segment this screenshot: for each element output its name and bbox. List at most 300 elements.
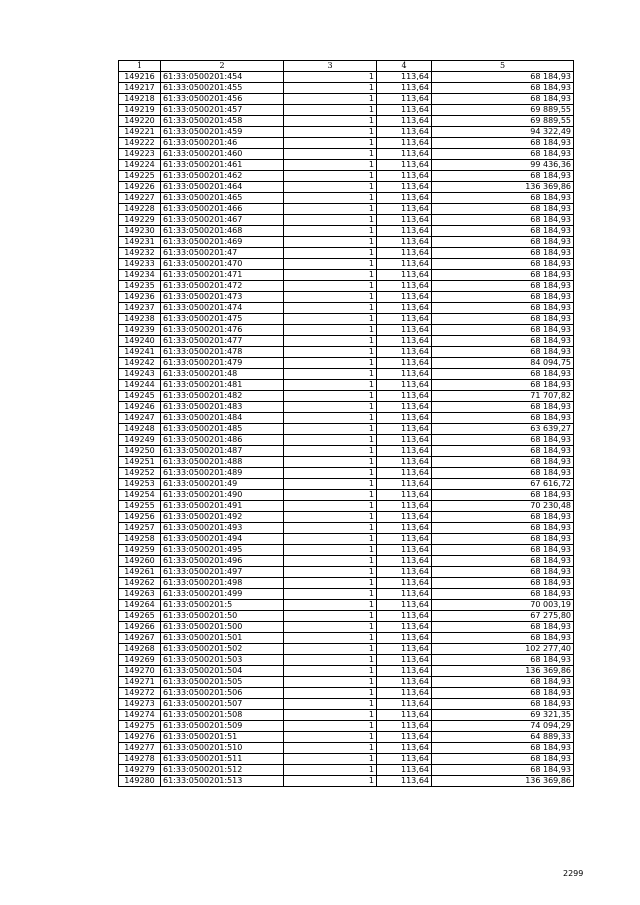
row-index-cell: 149278 (119, 754, 161, 765)
cadastral-number-cell: 61:33:0500201:488 (161, 457, 284, 468)
value-cell: 68 184,93 (432, 446, 574, 457)
row-index-cell: 149244 (119, 380, 161, 391)
row-index-cell: 149258 (119, 534, 161, 545)
row-index-cell: 149265 (119, 611, 161, 622)
quantity-cell: 1 (284, 699, 377, 710)
row-index-cell: 149223 (119, 149, 161, 160)
table-row (119, 270, 574, 281)
area-cell: 113,64 (377, 611, 432, 622)
cadastral-number-cell: 61:33:0500201:465 (161, 193, 284, 204)
value-cell: 68 184,93 (432, 336, 574, 347)
area-cell: 113,64 (377, 259, 432, 270)
area-cell: 113,64 (377, 391, 432, 402)
cadastral-number-cell: 61:33:0500201:510 (161, 743, 284, 754)
area-cell: 113,64 (377, 765, 432, 776)
area-cell: 113,64 (377, 314, 432, 325)
cadastral-number-cell: 61:33:0500201:462 (161, 171, 284, 182)
table-row (119, 754, 574, 765)
row-index-cell: 149217 (119, 83, 161, 94)
table-row (119, 105, 574, 116)
quantity-cell: 1 (284, 127, 377, 138)
area-cell: 113,64 (377, 721, 432, 732)
quantity-cell: 1 (284, 193, 377, 204)
cadastral-number-cell: 61:33:0500201:511 (161, 754, 284, 765)
quantity-cell: 1 (284, 116, 377, 127)
table-row (119, 182, 574, 193)
table-row (119, 259, 574, 270)
quantity-cell: 1 (284, 567, 377, 578)
cadastral-number-cell: 61:33:0500201:503 (161, 655, 284, 666)
quantity-cell: 1 (284, 105, 377, 116)
header-row (119, 61, 574, 72)
area-cell: 113,64 (377, 490, 432, 501)
quantity-cell: 1 (284, 347, 377, 358)
table-row (119, 380, 574, 391)
row-index-cell: 149261 (119, 567, 161, 578)
cadastral-number-cell: 61:33:0500201:457 (161, 105, 284, 116)
area-cell: 113,64 (377, 413, 432, 424)
cadastral-number-cell: 61:33:0500201:496 (161, 556, 284, 567)
quantity-cell: 1 (284, 138, 377, 149)
cadastral-number-cell: 61:33:0500201:474 (161, 303, 284, 314)
area-cell: 113,64 (377, 226, 432, 237)
quantity-cell: 1 (284, 160, 377, 171)
row-index-cell: 149260 (119, 556, 161, 567)
area-cell: 113,64 (377, 83, 432, 94)
value-cell: 68 184,93 (432, 677, 574, 688)
table-row (119, 248, 574, 259)
area-cell: 113,64 (377, 292, 432, 303)
area-cell: 113,64 (377, 369, 432, 380)
table-row (119, 435, 574, 446)
area-cell: 113,64 (377, 215, 432, 226)
value-cell: 68 184,93 (432, 347, 574, 358)
table-row (119, 688, 574, 699)
cadastral-number-cell: 61:33:0500201:460 (161, 149, 284, 160)
area-cell: 113,64 (377, 424, 432, 435)
value-cell: 68 184,93 (432, 523, 574, 534)
quantity-cell: 1 (284, 754, 377, 765)
table-row (119, 281, 574, 292)
table-row (119, 358, 574, 369)
table-row (119, 534, 574, 545)
row-index-cell: 149269 (119, 655, 161, 666)
table-row (119, 666, 574, 677)
area-cell: 113,64 (377, 204, 432, 215)
row-index-cell: 149243 (119, 369, 161, 380)
cadastral-number-cell: 61:33:0500201:491 (161, 501, 284, 512)
table-body (119, 72, 574, 787)
cadastral-number-cell: 61:33:0500201:506 (161, 688, 284, 699)
value-cell: 67 275,80 (432, 611, 574, 622)
table-row (119, 116, 574, 127)
row-index-cell: 149249 (119, 435, 161, 446)
table-row (119, 655, 574, 666)
cadastral-number-cell: 61:33:0500201:490 (161, 490, 284, 501)
cadastral-number-cell: 61:33:0500201:508 (161, 710, 284, 721)
table-row (119, 490, 574, 501)
row-index-cell: 149216 (119, 72, 161, 83)
cadastral-number-cell: 61:33:0500201:492 (161, 512, 284, 523)
quantity-cell: 1 (284, 776, 377, 787)
cadastral-number-cell: 61:33:0500201:507 (161, 699, 284, 710)
value-cell: 68 184,93 (432, 490, 574, 501)
quantity-cell: 1 (284, 721, 377, 732)
quantity-cell: 1 (284, 303, 377, 314)
value-cell: 68 184,93 (432, 589, 574, 600)
value-cell: 68 184,93 (432, 556, 574, 567)
table-row (119, 237, 574, 248)
cadastral-number-cell: 61:33:0500201:495 (161, 545, 284, 556)
row-index-cell: 149237 (119, 303, 161, 314)
cadastral-number-cell: 61:33:0500201:513 (161, 776, 284, 787)
column-header-1: 1 (119, 61, 161, 72)
quantity-cell: 1 (284, 534, 377, 545)
cadastral-number-cell: 61:33:0500201:47 (161, 248, 284, 259)
area-cell: 113,64 (377, 127, 432, 138)
cadastral-number-cell: 61:33:0500201:505 (161, 677, 284, 688)
table-row (119, 325, 574, 336)
area-cell: 113,64 (377, 501, 432, 512)
value-cell: 68 184,93 (432, 149, 574, 160)
area-cell: 113,64 (377, 776, 432, 787)
quantity-cell: 1 (284, 600, 377, 611)
cadastral-number-cell: 61:33:0500201:498 (161, 578, 284, 589)
row-index-cell: 149251 (119, 457, 161, 468)
area-cell: 113,64 (377, 622, 432, 633)
quantity-cell: 1 (284, 336, 377, 347)
table-row (119, 589, 574, 600)
quantity-cell: 1 (284, 523, 377, 534)
cadastral-number-cell: 61:33:0500201:458 (161, 116, 284, 127)
quantity-cell: 1 (284, 204, 377, 215)
table-row (119, 479, 574, 490)
cadastral-number-cell: 61:33:0500201:512 (161, 765, 284, 776)
value-cell: 68 184,93 (432, 83, 574, 94)
value-cell: 68 184,93 (432, 248, 574, 259)
value-cell: 68 184,93 (432, 237, 574, 248)
table-row (119, 732, 574, 743)
row-index-cell: 149266 (119, 622, 161, 633)
area-cell: 113,64 (377, 347, 432, 358)
cadastral-number-cell: 61:33:0500201:509 (161, 721, 284, 732)
area-cell: 113,64 (377, 578, 432, 589)
row-index-cell: 149230 (119, 226, 161, 237)
quantity-cell: 1 (284, 226, 377, 237)
value-cell: 68 184,93 (432, 303, 574, 314)
cadastral-number-cell: 61:33:0500201:489 (161, 468, 284, 479)
value-cell: 64 889,33 (432, 732, 574, 743)
cadastral-number-cell: 61:33:0500201:48 (161, 369, 284, 380)
cadastral-number-cell: 61:33:0500201:46 (161, 138, 284, 149)
quantity-cell: 1 (284, 237, 377, 248)
value-cell: 94 322,49 (432, 127, 574, 138)
value-cell: 68 184,93 (432, 512, 574, 523)
row-index-cell: 149224 (119, 160, 161, 171)
value-cell: 63 639,27 (432, 424, 574, 435)
value-cell: 68 184,93 (432, 259, 574, 270)
row-index-cell: 149232 (119, 248, 161, 259)
table-row (119, 677, 574, 688)
value-cell: 70 003,19 (432, 600, 574, 611)
row-index-cell: 149218 (119, 94, 161, 105)
row-index-cell: 149279 (119, 765, 161, 776)
value-cell: 99 436,36 (432, 160, 574, 171)
area-cell: 113,64 (377, 468, 432, 479)
area-cell: 113,64 (377, 171, 432, 182)
table-row (119, 743, 574, 754)
table-row (119, 501, 574, 512)
cadastral-number-cell: 61:33:0500201:487 (161, 446, 284, 457)
quantity-cell: 1 (284, 655, 377, 666)
column-header-4: 4 (377, 61, 432, 72)
value-cell: 68 184,93 (432, 633, 574, 644)
quantity-cell: 1 (284, 358, 377, 369)
row-index-cell: 149254 (119, 490, 161, 501)
row-index-cell: 149246 (119, 402, 161, 413)
value-cell: 68 184,93 (432, 402, 574, 413)
quantity-cell: 1 (284, 314, 377, 325)
area-cell: 113,64 (377, 116, 432, 127)
value-cell: 68 184,93 (432, 138, 574, 149)
row-index-cell: 149272 (119, 688, 161, 699)
value-cell: 68 184,93 (432, 204, 574, 215)
table-row (119, 776, 574, 787)
area-cell: 113,64 (377, 336, 432, 347)
area-cell: 113,64 (377, 193, 432, 204)
quantity-cell: 1 (284, 171, 377, 182)
value-cell: 68 184,93 (432, 226, 574, 237)
area-cell: 113,64 (377, 743, 432, 754)
value-cell: 68 184,93 (432, 743, 574, 754)
cadastral-number-cell: 61:33:0500201:467 (161, 215, 284, 226)
table-row (119, 578, 574, 589)
quantity-cell: 1 (284, 391, 377, 402)
cadastral-number-cell: 61:33:0500201:497 (161, 567, 284, 578)
row-index-cell: 149236 (119, 292, 161, 303)
table-row (119, 446, 574, 457)
row-index-cell: 149234 (119, 270, 161, 281)
area-cell: 113,64 (377, 138, 432, 149)
table-row (119, 292, 574, 303)
cadastral-number-cell: 61:33:0500201:478 (161, 347, 284, 358)
row-index-cell: 149241 (119, 347, 161, 358)
quantity-cell: 1 (284, 402, 377, 413)
cadastral-number-cell: 61:33:0500201:459 (161, 127, 284, 138)
row-index-cell: 149277 (119, 743, 161, 754)
column-header-3: 3 (284, 61, 377, 72)
area-cell: 113,64 (377, 479, 432, 490)
area-cell: 113,64 (377, 149, 432, 160)
quantity-cell: 1 (284, 248, 377, 259)
quantity-cell: 1 (284, 490, 377, 501)
table-row (119, 600, 574, 611)
cadastral-number-cell: 61:33:0500201:464 (161, 182, 284, 193)
value-cell: 68 184,93 (432, 413, 574, 424)
quantity-cell: 1 (284, 611, 377, 622)
table-row (119, 710, 574, 721)
area-cell: 113,64 (377, 556, 432, 567)
area-cell: 113,64 (377, 160, 432, 171)
cadastral-number-cell: 61:33:0500201:472 (161, 281, 284, 292)
table-row (119, 765, 574, 776)
cadastral-number-cell: 61:33:0500201:466 (161, 204, 284, 215)
value-cell: 68 184,93 (432, 369, 574, 380)
cadastral-number-cell: 61:33:0500201:456 (161, 94, 284, 105)
cadastral-number-cell: 61:33:0500201:470 (161, 259, 284, 270)
row-index-cell: 149270 (119, 666, 161, 677)
table-row (119, 138, 574, 149)
row-index-cell: 149280 (119, 776, 161, 787)
table-row (119, 413, 574, 424)
cadastral-number-cell: 61:33:0500201:50 (161, 611, 284, 622)
cadastral-number-cell: 61:33:0500201:471 (161, 270, 284, 281)
table-row (119, 424, 574, 435)
row-index-cell: 149263 (119, 589, 161, 600)
cadastral-number-cell: 61:33:0500201:455 (161, 83, 284, 94)
cadastral-number-cell: 61:33:0500201:477 (161, 336, 284, 347)
area-cell: 113,64 (377, 270, 432, 281)
value-cell: 68 184,93 (432, 765, 574, 776)
value-cell: 71 707,82 (432, 391, 574, 402)
quantity-cell: 1 (284, 259, 377, 270)
table-row (119, 633, 574, 644)
value-cell: 68 184,93 (432, 72, 574, 83)
quantity-cell: 1 (284, 589, 377, 600)
quantity-cell: 1 (284, 270, 377, 281)
row-index-cell: 149271 (119, 677, 161, 688)
area-cell: 113,64 (377, 105, 432, 116)
value-cell: 68 184,93 (432, 754, 574, 765)
cadastral-number-cell: 61:33:0500201:484 (161, 413, 284, 424)
table-row (119, 336, 574, 347)
row-index-cell: 149235 (119, 281, 161, 292)
area-cell: 113,64 (377, 237, 432, 248)
value-cell: 68 184,93 (432, 545, 574, 556)
cadastral-number-cell: 61:33:0500201:483 (161, 402, 284, 413)
area-cell: 113,64 (377, 655, 432, 666)
table-row (119, 567, 574, 578)
quantity-cell: 1 (284, 413, 377, 424)
row-index-cell: 149231 (119, 237, 161, 248)
table-row (119, 523, 574, 534)
value-cell: 68 184,93 (432, 457, 574, 468)
cadastral-number-cell: 61:33:0500201:5 (161, 600, 284, 611)
column-header-5: 5 (432, 61, 574, 72)
table-row (119, 391, 574, 402)
value-cell: 68 184,93 (432, 567, 574, 578)
value-cell: 68 184,93 (432, 270, 574, 281)
cadastral-number-cell: 61:33:0500201:473 (161, 292, 284, 303)
table-row (119, 512, 574, 523)
value-cell: 136 369,86 (432, 776, 574, 787)
area-cell: 113,64 (377, 644, 432, 655)
table-row (119, 72, 574, 83)
row-index-cell: 149219 (119, 105, 161, 116)
cadastral-number-cell: 61:33:0500201:469 (161, 237, 284, 248)
table-row (119, 556, 574, 567)
row-index-cell: 149255 (119, 501, 161, 512)
area-cell: 113,64 (377, 358, 432, 369)
quantity-cell: 1 (284, 633, 377, 644)
row-index-cell: 149247 (119, 413, 161, 424)
row-index-cell: 149221 (119, 127, 161, 138)
cadastral-number-cell: 61:33:0500201:482 (161, 391, 284, 402)
value-cell: 70 230,48 (432, 501, 574, 512)
table-row (119, 402, 574, 413)
quantity-cell: 1 (284, 215, 377, 226)
row-index-cell: 149248 (119, 424, 161, 435)
quantity-cell: 1 (284, 457, 377, 468)
table-row (119, 226, 574, 237)
cadastral-number-cell: 61:33:0500201:504 (161, 666, 284, 677)
area-cell: 113,64 (377, 710, 432, 721)
table-row (119, 303, 574, 314)
row-index-cell: 149245 (119, 391, 161, 402)
cadastral-number-cell: 61:33:0500201:493 (161, 523, 284, 534)
area-cell: 113,64 (377, 754, 432, 765)
quantity-cell: 1 (284, 622, 377, 633)
area-cell: 113,64 (377, 402, 432, 413)
table-row (119, 160, 574, 171)
table-row (119, 545, 574, 556)
row-index-cell: 149257 (119, 523, 161, 534)
row-index-cell: 149226 (119, 182, 161, 193)
area-cell: 113,64 (377, 94, 432, 105)
column-header-2: 2 (161, 61, 284, 72)
value-cell: 69 321,35 (432, 710, 574, 721)
row-index-cell: 149222 (119, 138, 161, 149)
table-row (119, 171, 574, 182)
value-cell: 68 184,93 (432, 314, 574, 325)
quantity-cell: 1 (284, 666, 377, 677)
table-row (119, 314, 574, 325)
table-row (119, 457, 574, 468)
cadastral-number-cell: 61:33:0500201:461 (161, 160, 284, 171)
table-row (119, 83, 574, 94)
row-index-cell: 149233 (119, 259, 161, 270)
area-cell: 113,64 (377, 182, 432, 193)
cadastral-number-cell: 61:33:0500201:468 (161, 226, 284, 237)
value-cell: 136 369,86 (432, 666, 574, 677)
row-index-cell: 149227 (119, 193, 161, 204)
area-cell: 113,64 (377, 248, 432, 259)
row-index-cell: 149225 (119, 171, 161, 182)
table-row (119, 644, 574, 655)
row-index-cell: 149274 (119, 710, 161, 721)
area-cell: 113,64 (377, 677, 432, 688)
area-cell: 113,64 (377, 633, 432, 644)
table-row (119, 204, 574, 215)
quantity-cell: 1 (284, 446, 377, 457)
quantity-cell: 1 (284, 435, 377, 446)
quantity-cell: 1 (284, 182, 377, 193)
quantity-cell: 1 (284, 424, 377, 435)
row-index-cell: 149239 (119, 325, 161, 336)
area-cell: 113,64 (377, 567, 432, 578)
value-cell: 68 184,93 (432, 292, 574, 303)
area-cell: 113,64 (377, 666, 432, 677)
area-cell: 113,64 (377, 688, 432, 699)
row-index-cell: 149220 (119, 116, 161, 127)
quantity-cell: 1 (284, 281, 377, 292)
quantity-cell: 1 (284, 94, 377, 105)
value-cell: 68 184,93 (432, 699, 574, 710)
quantity-cell: 1 (284, 292, 377, 303)
value-cell: 68 184,93 (432, 534, 574, 545)
quantity-cell: 1 (284, 72, 377, 83)
table-row (119, 611, 574, 622)
